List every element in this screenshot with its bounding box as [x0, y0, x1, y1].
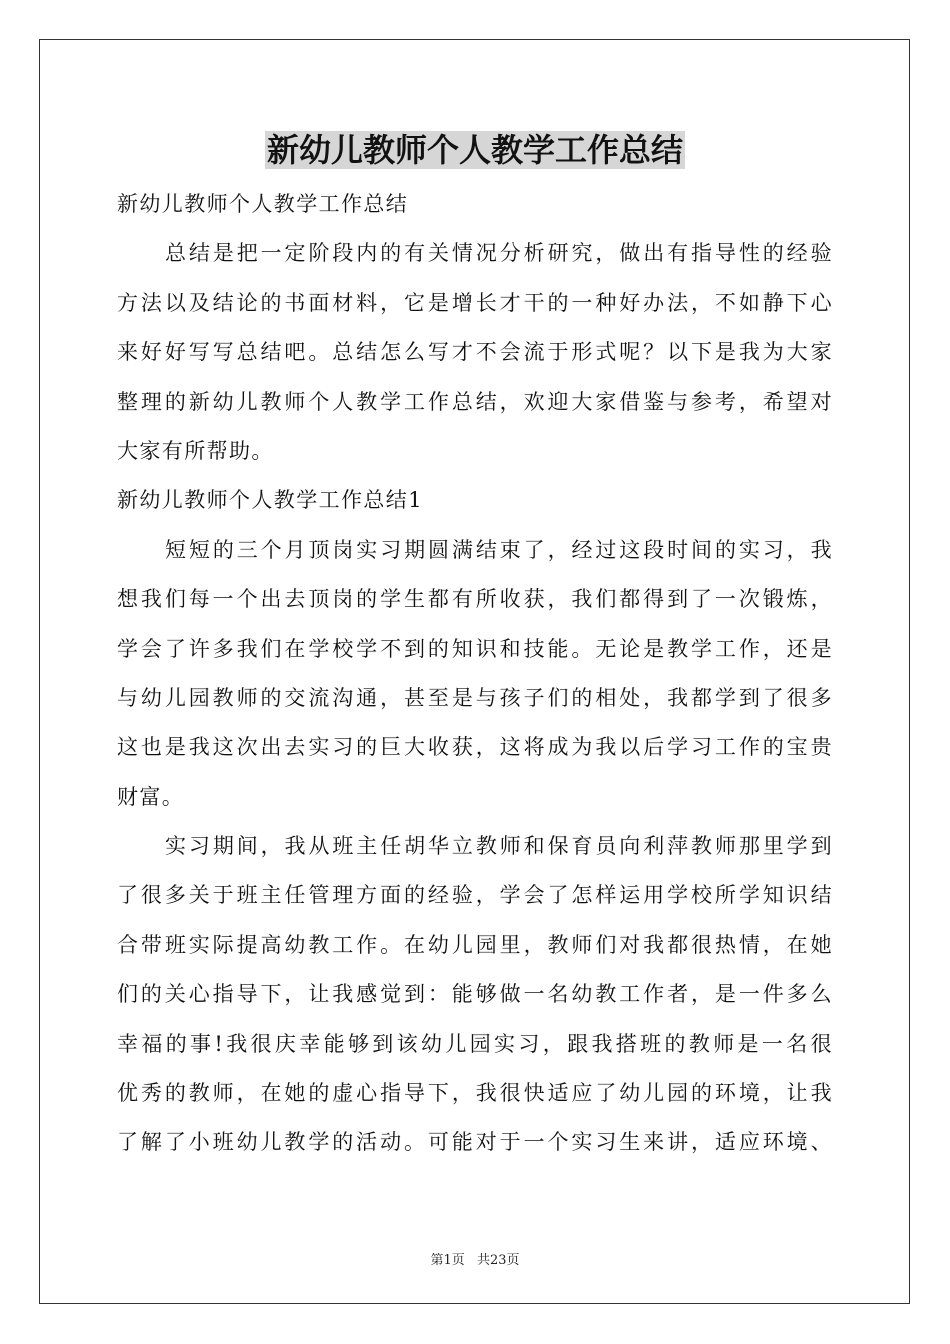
- text-line: 学会了许多我们在学校学不到的知识和技能。无论是教学工作，还是: [117, 636, 833, 661]
- text-line: 了很多关于班主任管理方面的经验，学会了怎样运用学校所学知识结: [117, 883, 833, 908]
- text-line: 们的关心指导下，让我感觉到：能够做一名幼教工作者，是一件多么: [117, 982, 833, 1007]
- text-line: 短短的三个月顶岗实习期圆满结束了，经过这段时间的实习，我: [165, 537, 833, 562]
- text-line: 优秀的教师，在她的虚心指导下，我很快适应了幼儿园的环境，让我: [117, 1081, 833, 1106]
- text-line: 与幼儿园教师的交流沟通，甚至是与孩子们的相处，我都学到了很多: [117, 685, 833, 710]
- document-title: [0, 128, 950, 172]
- text-line: 想我们每一个出去顶岗的学生都有所收获，我们都得到了一次锻炼，: [117, 587, 833, 612]
- text-line: 这也是我这次出去实习的巨大收获，这将成为我以后学习工作的宝贵: [117, 735, 833, 760]
- text-line: 总结是把一定阶段内的有关情况分析研究，做出有指导性的经验: [165, 241, 833, 266]
- text-line: 来好好写写总结吧。总结怎么写才不会流于形式呢？以下是我为大家: [117, 340, 833, 365]
- page-total: 共23页: [476, 1253, 520, 1268]
- text-line: 新幼儿教师个人教学工作总结: [117, 192, 409, 216]
- text-line: 大家有所帮助。: [117, 438, 274, 463]
- text-line: 方法以及结论的书面材料，它是增长才干的一种好办法，不如静下心: [117, 290, 833, 315]
- text-line: 整理的新幼儿教师个人教学工作总结，欢迎大家借鉴与参考，希望对: [117, 389, 833, 414]
- text-line: 实习期间，我从班主任胡华立教师和保育员向利萍教师那里学到: [165, 834, 833, 859]
- page-footer: [0, 1249, 950, 1268]
- text-line: 财富。: [117, 784, 185, 809]
- text-line: 幸福的事!我很庆幸能够到该幼儿园实习，跟我搭班的教师是一名很: [117, 1031, 833, 1056]
- text-line: 合带班实际提高幼教工作。在幼儿园里，教师们对我都很热情，在她: [117, 932, 833, 957]
- document-title-text: 新幼儿教师个人教学工作总结: [266, 131, 683, 169]
- page-number: 第1页: [430, 1253, 465, 1268]
- text-line: 了解了小班幼儿教学的活动。可能对于一个实习生来讲，适应环境、: [117, 1130, 833, 1155]
- text-line: 新幼儿教师个人教学工作总结1: [117, 488, 423, 513]
- document-body: [117, 180, 833, 1168]
